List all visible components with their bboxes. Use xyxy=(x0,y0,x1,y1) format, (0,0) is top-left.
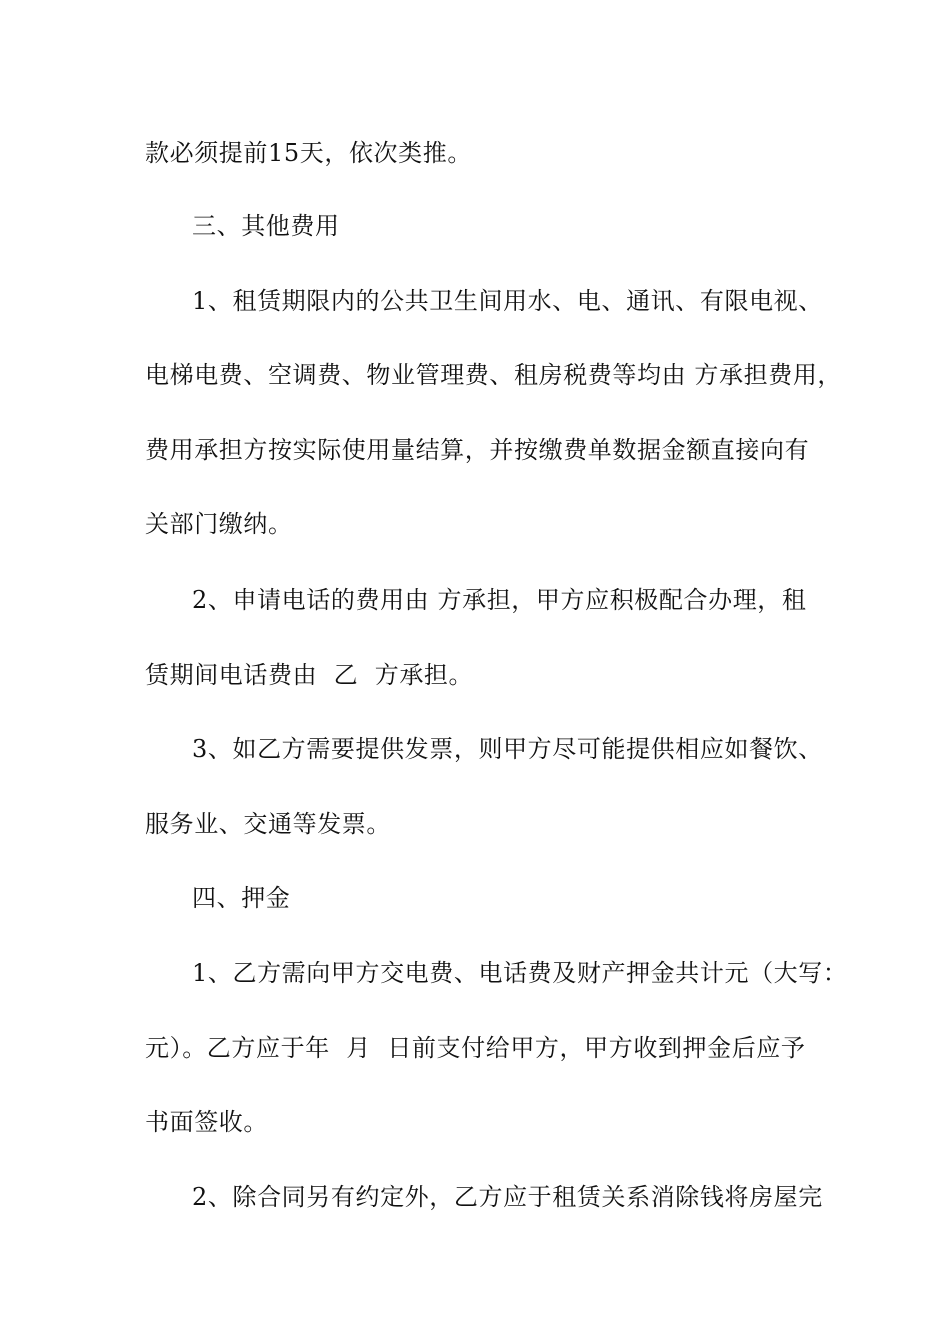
text-line: 3、如乙方需要提供发票，则甲方尽可能提供相应如餐饮、 xyxy=(192,735,823,763)
section-heading-other-fees: 三、其他费用 xyxy=(192,212,340,240)
section-heading-deposit: 四、押金 xyxy=(192,884,291,912)
text-line: 赁期间电话费由 乙 方承担。 xyxy=(145,661,474,689)
text-line: 关部门缴纳。 xyxy=(145,510,293,538)
text-line: 2、申请电话的费用由 方承担，甲方应积极配合办理，租 xyxy=(192,586,807,614)
text-line: 1、租赁期限内的公共卫生间用水、电、通讯、有限电视、 xyxy=(192,287,823,315)
text-line: 服务业、交通等发票。 xyxy=(145,810,391,838)
text-line: 书面签收。 xyxy=(145,1108,268,1136)
text-line: 1、乙方需向甲方交电费、电话费及财产押金共计元（大写： xyxy=(192,959,848,987)
text-line: 费用承担方按实际使用量结算，并按缴费单数据金额直接向有 xyxy=(145,436,810,464)
text-line: 电梯电费、空调费、物业管理费、租房税费等均由 方承担费用， xyxy=(145,361,843,389)
text-line: 款必须提前15天，依次类推。 xyxy=(145,139,472,167)
text-line: 2、除合同另有约定外，乙方应于租赁关系消除钱将房屋完 xyxy=(192,1183,823,1211)
text-line: 元）。乙方应于年 月 日前支付给甲方，甲方收到押金后应予 xyxy=(145,1034,806,1062)
